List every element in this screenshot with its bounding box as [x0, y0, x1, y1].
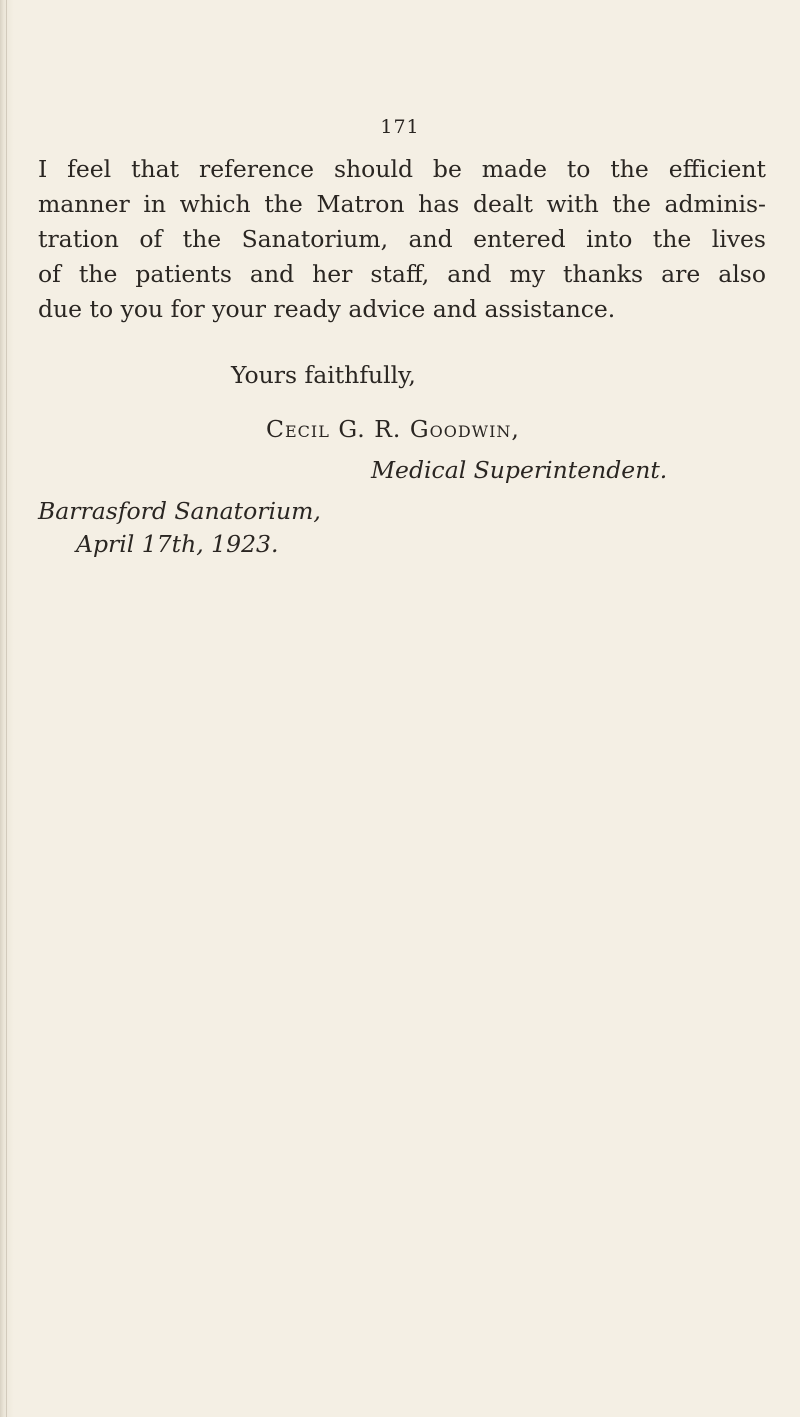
paragraph-line: due to you for your ready advice and assistance.	[38, 295, 616, 323]
letter-date: April 17th, 1923.	[76, 530, 279, 558]
letter-signature: Cecil G. R. Goodwin,	[266, 415, 520, 443]
page-number: 171	[380, 116, 420, 138]
page-binding-line	[6, 0, 7, 1417]
paragraph-line: manner in which the Matron has dealt with the adminis-	[38, 190, 766, 218]
paragraph-line: tration of the Sanatorium, and entered into the lives	[38, 225, 766, 253]
letter-place: Barrasford Sanatorium,	[38, 497, 321, 525]
letter-closing: Yours faithfully,	[231, 361, 416, 389]
paragraph-line: of the patients and her staff, and my thanks are also	[38, 260, 766, 288]
paragraph-line: I feel that reference should be made to the efficient	[38, 155, 766, 183]
page-binding-edge	[0, 0, 14, 1417]
signatory-title: Medical Superintendent.	[371, 456, 668, 484]
letter-paragraph	[38, 152, 766, 327]
